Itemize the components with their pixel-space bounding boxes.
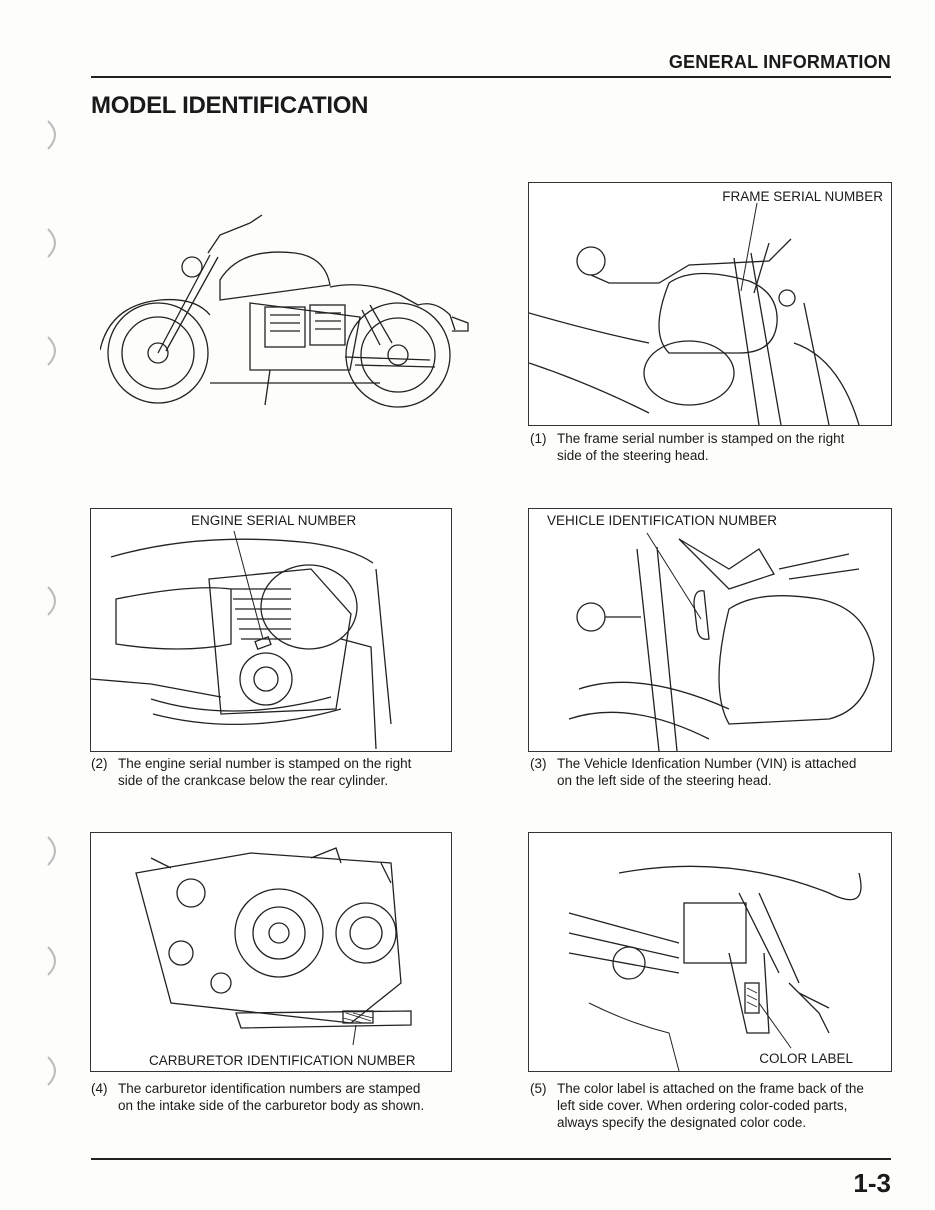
binder-hole-icon	[40, 944, 66, 978]
figure-vin	[528, 508, 892, 752]
figure-engine-serial	[90, 508, 452, 752]
caption-number: (5)	[530, 1081, 547, 1096]
caption-number: (2)	[91, 756, 108, 771]
caption-3	[530, 755, 892, 791]
figure-label: COLOR LABEL	[759, 1051, 853, 1066]
page-number: 1-3	[853, 1168, 891, 1198]
caption-number: (1)	[530, 431, 547, 446]
figure-carburetor	[90, 832, 452, 1072]
caption-2	[91, 755, 451, 791]
figure-label: ENGINE SERIAL NUMBER	[191, 513, 357, 528]
caption-number: (3)	[530, 756, 547, 771]
binder-hole-icon	[40, 226, 66, 260]
caption-1	[530, 430, 892, 466]
footer-rule	[91, 1158, 891, 1160]
binder-hole-icon	[40, 334, 66, 368]
figure-label: VEHICLE IDENTIFICATION NUMBER	[547, 513, 778, 528]
caption-line: on the intake side of the carburetor body as shown.	[118, 1098, 425, 1113]
figure-color-label	[528, 832, 892, 1072]
caption-line: always specify the designated color code.	[557, 1115, 807, 1130]
caption-line: side of the steering head.	[557, 448, 709, 463]
page-title: MODEL IDENTIFICATION	[91, 92, 369, 119]
header-rule	[91, 76, 891, 78]
binder-hole-icon	[40, 118, 66, 152]
figure-label: CARBURETOR IDENTIFICATION NUMBER	[149, 1053, 416, 1068]
binder-hole-icon	[40, 584, 66, 618]
caption-line: on the left side of the steering head.	[557, 773, 772, 788]
caption-4	[91, 1080, 451, 1116]
binder-hole-icon	[40, 1054, 66, 1088]
caption-line: The frame serial number is stamped on the right	[557, 431, 845, 446]
section-title: GENERAL INFORMATION	[668, 52, 891, 72]
caption-line: The engine serial number is stamped on the right	[118, 756, 412, 771]
figure-label: FRAME SERIAL NUMBER	[722, 189, 883, 204]
caption-line: The Vehicle Idenfication Number (VIN) is attached	[557, 756, 857, 771]
binder-hole-icon	[40, 834, 66, 868]
caption-line: left side cover. When ordering color-coded parts,	[557, 1098, 848, 1113]
caption-line: The color label is attached on the frame back of the	[557, 1081, 864, 1096]
motorcycle-illustration	[100, 205, 480, 410]
caption-line: The carburetor identification numbers are stamped	[118, 1081, 421, 1096]
figure-frame-serial	[528, 182, 892, 426]
caption-number: (4)	[91, 1081, 108, 1096]
caption-5	[530, 1080, 892, 1134]
caption-line: side of the crankcase below the rear cylinder.	[118, 773, 389, 788]
